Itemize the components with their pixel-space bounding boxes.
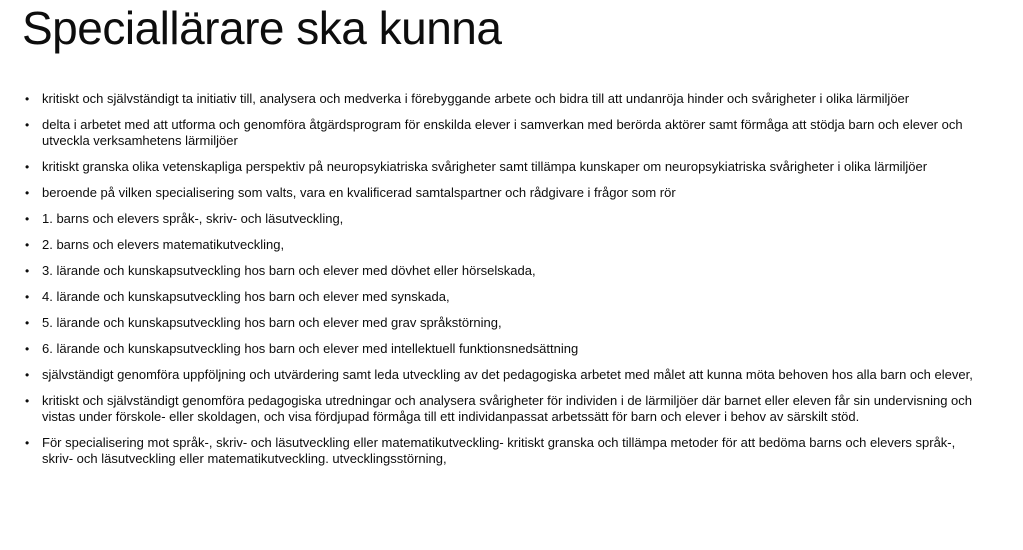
bullet-icon: • xyxy=(25,237,30,252)
bullet-text: 4. lärande och kunskapsutveckling hos barn och elever med synskada, xyxy=(42,288,450,304)
bullet-text: kritiskt och självständigt ta initiativ till, analysera och medverka i förebyggande arbete och bidra till att undanröja hinder och svårigheter i olika lärmiljöer xyxy=(42,90,910,106)
bullet-icon: • xyxy=(25,341,30,356)
list-item xyxy=(25,435,987,467)
list-item xyxy=(25,185,987,201)
list-item xyxy=(25,341,987,357)
bullet-icon: • xyxy=(25,211,30,226)
list-item xyxy=(25,367,987,383)
bullet-text: kritiskt granska olika vetenskapliga perspektiv på neuropsykiatriska svårigheter samt tillämpa kunskaper om neuropsykiatriska svårigheter i olika lärmiljöer xyxy=(42,158,928,174)
bullet-icon: • xyxy=(25,367,30,382)
bullet-icon: • xyxy=(25,393,30,408)
list-item xyxy=(25,263,987,279)
bullet-text: 2. barns och elevers matematikutveckling, xyxy=(42,236,285,252)
list-item xyxy=(25,159,987,175)
bullet-list xyxy=(0,55,1023,467)
list-item xyxy=(25,91,987,107)
bullet-text: självständigt genomföra uppföljning och utvärdering samt leda utveckling av det pedagogiska arbetet med målet att kunna möta behoven hos alla barn och elever, xyxy=(42,366,973,382)
bullet-text: 3. lärande och kunskapsutveckling hos barn och elever med dövhet eller hörselskada, xyxy=(42,262,536,278)
bullet-icon: • xyxy=(25,289,30,304)
bullet-icon: • xyxy=(25,435,30,450)
bullet-text: kritiskt och självständigt genomföra pedagogiska utredningar och analysera svårigheter för individen i de lärmiljöer där barnet eller eleven får sin undervisning och vistas under förskole- eller skoldagen, och visa fördjupad förmåga till ett individanpassat arbetssätt för barn och elever i behov av särskilt stöd. xyxy=(42,392,973,424)
list-item xyxy=(25,315,987,331)
slide-title: Speciallärare ska kunna xyxy=(22,2,502,54)
list-item xyxy=(25,211,987,227)
bullet-icon: • xyxy=(25,315,30,330)
bullet-icon: • xyxy=(25,91,30,106)
list-item xyxy=(25,117,987,149)
list-item xyxy=(25,393,987,425)
bullet-icon: • xyxy=(25,117,30,132)
bullet-icon: • xyxy=(25,185,30,200)
list-item xyxy=(25,237,987,253)
bullet-text: 1. barns och elevers språk-, skriv- och läsutveckling, xyxy=(42,210,344,226)
bullet-text: 6. lärande och kunskapsutveckling hos barn och elever med intellektuell funktionsnedsättning xyxy=(42,340,579,356)
bullet-text: För specialisering mot språk-, skriv- och läsutveckling eller matematikutveckling- kritiskt granska och tillämpa metoder för att bedöma barns och elevers språk-, skriv- och läsutveckling eller matematikutveckling. utvecklingsstörning, xyxy=(42,434,956,466)
list-item xyxy=(25,289,987,305)
bullet-icon: • xyxy=(25,263,30,278)
bullet-text: beroende på vilken specialisering som valts, vara en kvalificerad samtalspartner och rådgivare i frågor som rör xyxy=(42,184,676,200)
bullet-text: 5. lärande och kunskapsutveckling hos barn och elever med grav språkstörning, xyxy=(42,314,502,330)
bullet-text: delta i arbetet med att utforma och genomföra åtgärdsprogram för enskilda elever i samverkan med berörda aktörer samt förmåga att stödja barn och elever och utveckla verksamhetens lärmiljöer xyxy=(42,116,963,148)
bullet-icon: • xyxy=(25,159,30,174)
